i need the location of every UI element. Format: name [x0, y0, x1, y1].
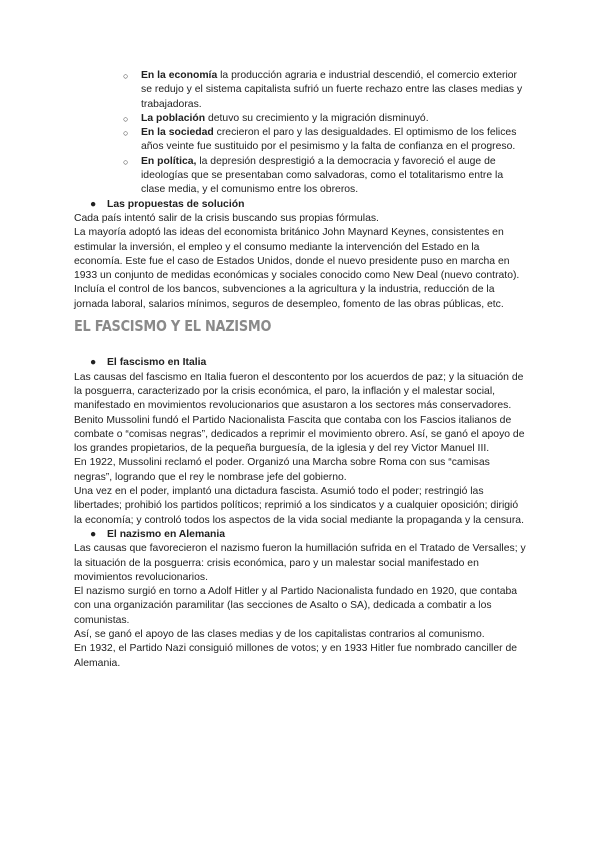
paragraph: Las causas que favorecieron el nazismo fueron la humillación sufrida en el Tratado de Versalles; y la situación de la posguerra: crisis económica, paro y un malestar social manifestado en movimientos revolucionarios. [74, 543, 526, 583]
list-item [123, 155, 526, 198]
paragraph: Así, se ganó el apoyo de las clases medias y de los capitalistas contrarios al comunismo. [74, 628, 485, 640]
item-lead: En política, [141, 155, 197, 167]
bullet-icon: ● [90, 198, 97, 210]
nazism-heading [90, 528, 526, 542]
item-text: la producción agraria e industrial descendió, el comercio exterior se redujo y el sistema capitalista sufrió un fuerte rechazo entre las clases medias y trabajadoras. [141, 70, 523, 110]
circle-bullet-icon: ○ [123, 71, 129, 81]
circle-bullet-icon: ○ [123, 156, 129, 167]
circle-bullet-icon: ○ [123, 113, 129, 124]
heading-text: Las propuestas de solución [107, 198, 245, 210]
list-item [123, 126, 526, 155]
fascism-heading [90, 356, 526, 370]
heading-text: El fascismo en Italia [107, 357, 207, 369]
item-text: la depresión desprestigió a la democracia y favoreció el auge de ideologías que se presentaban como salvadoras, como el totalitarismo entre la clase media, y el comunismo entre los obreros. [141, 155, 504, 196]
item-text: detuvo su crecimiento y la migración disminuyó. [205, 112, 429, 124]
circle-bullet-icon: ○ [123, 128, 129, 139]
document-page [74, 69, 526, 671]
list-item [123, 69, 526, 112]
heading-text: El nazismo en Alemania [107, 528, 225, 540]
paragraph: Cada país intentó salir de la crisis buscando sus propias fórmulas. [74, 212, 379, 224]
paragraph: Benito Mussolini fundó el Partido Nacionalista Fascita que contaba con los Fascios italianos de combate o “comisas negras”, dedicados a reprimir el movimiento obrero. Así, se ganó el apoyo de los grandes propietarios, de la pequeña burguesía, de la iglesia y del rey Victor Manuel III. [74, 414, 525, 455]
list-item [123, 112, 526, 126]
paragraph: Las causas del fascismo en Italia fueron el descontento por los acuerdos de paz; y la situación de la posguerra, caracterizado por la crisis económica, el paro, la inflación y el malestar social, manifestado en movimientos revolucionarios que asustaron a los sectores más conservadores. [74, 371, 524, 412]
solutions-heading [90, 198, 526, 212]
section-title: EL FASCISMO Y EL NAZISMO [74, 317, 272, 336]
bullet-icon: ● [90, 528, 97, 540]
item-lead: En la sociedad [141, 127, 214, 139]
bullet-icon: ● [90, 357, 97, 369]
paragraph: En 1922, Mussolini reclamó el poder. Organizó una Marcha sobre Roma con sus “camisas negras”, logrando que el rey le nombrase jefe del gobierno. [74, 457, 490, 483]
item-lead: En la economía [141, 70, 218, 81]
paragraph: En 1932, el Partido Nazi consiguió millones de votos; y en 1933 Hitler fue nombrado canciller de Alemania. [74, 643, 518, 669]
crisis-effects-list [123, 69, 526, 198]
item-text: crecieron el paro y las desigualdades. El optimismo de los felices años veinte fue sustituido por el pesimismo y la falta de confianza en el progreso. [141, 127, 517, 153]
paragraph: El nazismo surgió en torno a Adolf Hitler y al Partido Nacionalista fundado en 1920, que contaba con una organización paramilitar (las secciones de Asalto o SA), dedicada a combatir a los comunistas. [74, 586, 518, 626]
paragraph: La mayoría adoptó las ideas del economista británico John Maynard Keynes, consistentes en estimular la inversión, el empleo y el consumo mediante la intervención del Estado en la economía. Este fue el caso de Estados Unidos, donde el nuevo presidente puso en marcha en 1933 un conjunto de medidas económicas y sociales conocido como New Deal (nuevo contrato). Incluía el control de los bancos, subvenciones a la agricultura y la industria, reducción de la jornada laboral, salarios mínimos, seguros de desempleo, fomento de las obras públicas, etc. [74, 227, 520, 310]
item-lead: La población [141, 112, 206, 124]
paragraph: Una vez en el poder, implantó una dictadura fascista. Asumió todo el poder; restringió las libertades; prohibió los partidos políticos; reprimió a los sindicatos y a cualquier oposición; dirigió la economía; y controló todos los aspectos de la vida social mediante la propaganda y la censura. [74, 486, 524, 526]
